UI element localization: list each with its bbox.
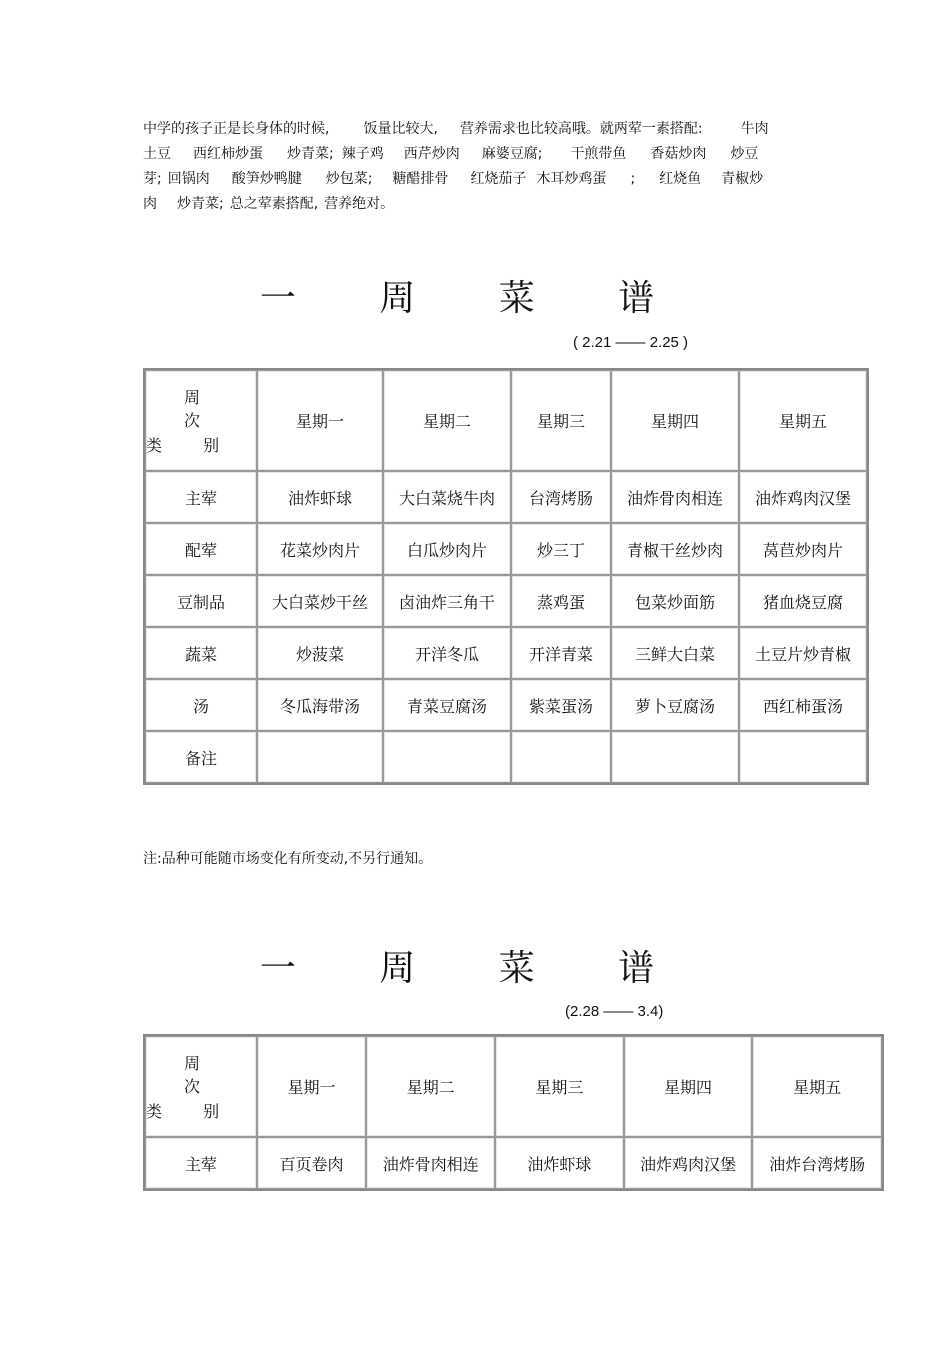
dish-cell: 油炸骨肉相连 <box>611 471 739 523</box>
dish-cell: 猪血烧豆腐 <box>739 575 867 627</box>
intro-text: 土豆 <box>143 146 171 162</box>
day-header: 星期四 <box>611 370 739 471</box>
menu1-header-row <box>145 370 867 471</box>
dish-cell: 开洋青菜 <box>511 627 611 679</box>
table-row <box>145 731 867 783</box>
intro-text: 炒豆 <box>730 146 759 162</box>
dish-cell: 油炸虾球 <box>495 1137 624 1189</box>
dish-cell: 百页卷肉 <box>257 1137 367 1189</box>
intro-text: 芽; <box>143 171 162 187</box>
intro-text: 肉 <box>143 196 157 212</box>
dish-cell: 土豆片炒青椒 <box>739 627 867 679</box>
menu1-date-range: ( 2.21 —— 2.25 ) <box>573 334 689 351</box>
menu2-table <box>143 1034 884 1191</box>
intro-line-2 <box>143 142 808 167</box>
category-cell: 汤 <box>145 679 257 731</box>
intro-text: 中学的孩子正是长身体的时候, <box>143 121 330 137</box>
dish-cell: 油炸鸡肉汉堡 <box>739 471 867 523</box>
dish-cell: 青菜豆腐汤 <box>383 679 511 731</box>
category-cell: 备注 <box>145 731 257 783</box>
intro-text: 营养需求也比较高哦。就两荤一素搭配: <box>459 121 703 137</box>
intro-text: 青椒炒 <box>721 171 764 187</box>
day-header: 星期四 <box>624 1036 753 1137</box>
table-row <box>145 679 867 731</box>
day-header: 星期一 <box>257 370 383 471</box>
table-row <box>145 575 867 627</box>
intro-text: 辣子鸡 <box>341 146 384 162</box>
day-header: 星期三 <box>511 370 611 471</box>
intro-text: 营养绝对。 <box>324 196 395 212</box>
corner-week-label: 周 次 <box>184 388 219 430</box>
intro-text: 麻婆豆腐; <box>481 146 543 162</box>
intro-text: 炒青菜; <box>287 146 334 162</box>
intro-text: ; <box>630 171 636 187</box>
menu1-corner-cell <box>145 370 257 471</box>
intro-text: 干煎带鱼 <box>570 146 627 162</box>
intro-text: 香菇炒肉 <box>650 146 707 162</box>
day-header: 星期五 <box>739 370 867 471</box>
intro-text: 糖醋排骨 <box>392 171 449 187</box>
dish-cell: 紫菜蛋汤 <box>511 679 611 731</box>
corner-category-label: 类 别 <box>146 436 238 455</box>
category-cell: 主荤 <box>145 1137 257 1189</box>
intro-text: 西芹炒肉 <box>403 146 460 162</box>
menu2-date-range: (2.28 —— 3.4) <box>565 1003 664 1020</box>
intro-line-4 <box>143 192 808 217</box>
dish-cell: 莴苣炒肉片 <box>739 523 867 575</box>
dish-cell: 炒三丁 <box>511 523 611 575</box>
intro-paragraph <box>143 117 808 217</box>
category-cell: 配荤 <box>145 523 257 575</box>
intro-text: 炒包菜; <box>325 171 373 187</box>
category-cell: 豆制品 <box>145 575 257 627</box>
corner-category-label: 类 别 <box>146 1102 238 1121</box>
dish-cell: 油炸台湾烤肠 <box>752 1137 882 1189</box>
remark-cell <box>611 731 739 783</box>
table-row <box>145 1137 882 1189</box>
day-header: 星期三 <box>495 1036 624 1137</box>
dish-cell: 三鲜大白菜 <box>611 627 739 679</box>
remark-cell <box>739 731 867 783</box>
category-cell: 蔬菜 <box>145 627 257 679</box>
menu2-corner-cell <box>145 1036 257 1137</box>
menu1-table <box>143 368 869 785</box>
menu2-header-row <box>145 1036 882 1137</box>
day-header: 星期五 <box>752 1036 882 1137</box>
dish-cell: 油炸鸡肉汉堡 <box>624 1137 753 1189</box>
corner-week-label: 周 次 <box>184 1054 219 1096</box>
table-row <box>145 523 867 575</box>
dish-cell: 油炸骨肉相连 <box>366 1137 495 1189</box>
dish-cell: 卤油炸三角干 <box>383 575 511 627</box>
intro-line-1 <box>143 117 808 142</box>
table-row <box>145 627 867 679</box>
dish-cell: 包菜炒面筋 <box>611 575 739 627</box>
remark-cell <box>257 731 383 783</box>
intro-text: 回锅肉 <box>167 171 210 187</box>
intro-text: 红烧鱼 <box>659 171 702 187</box>
intro-line-3 <box>143 167 808 192</box>
dish-cell: 青椒干丝炒肉 <box>611 523 739 575</box>
dish-cell: 西红柿蛋汤 <box>739 679 867 731</box>
menu1-title: 一 周 菜 谱 <box>259 278 691 319</box>
menu2-title: 一 周 菜 谱 <box>259 948 691 989</box>
intro-text: 总之荤素搭配, <box>229 196 319 212</box>
dish-cell: 蒸鸡蛋 <box>511 575 611 627</box>
category-cell: 主荤 <box>145 471 257 523</box>
dish-cell: 开洋冬瓜 <box>383 627 511 679</box>
dish-cell: 大白菜烧牛肉 <box>383 471 511 523</box>
dish-cell: 台湾烤肠 <box>511 471 611 523</box>
dish-cell: 大白菜炒干丝 <box>257 575 383 627</box>
dish-cell: 冬瓜海带汤 <box>257 679 383 731</box>
intro-text: 木耳炒鸡蛋 <box>536 171 607 187</box>
dish-cell: 萝卜豆腐汤 <box>611 679 739 731</box>
day-header: 星期一 <box>257 1036 367 1137</box>
intro-text: 牛肉 <box>740 121 769 137</box>
intro-text: 红烧茄子 <box>470 171 527 187</box>
intro-text: 酸笋炒鸭腱 <box>231 171 302 187</box>
day-header: 星期二 <box>383 370 511 471</box>
dish-cell: 花菜炒肉片 <box>257 523 383 575</box>
table-row <box>145 471 867 523</box>
dish-cell: 炒菠菜 <box>257 627 383 679</box>
intro-text: 饭量比较大, <box>363 121 438 137</box>
footnote: 注:品种可能随市场变化有所变动,不另行通知。 <box>143 851 433 867</box>
remark-cell <box>511 731 611 783</box>
intro-text: 炒青菜; <box>177 196 224 212</box>
dish-cell: 白瓜炒肉片 <box>383 523 511 575</box>
day-header: 星期二 <box>366 1036 495 1137</box>
intro-text: 西红柿炒蛋 <box>193 146 263 162</box>
remark-cell <box>383 731 511 783</box>
dish-cell: 油炸虾球 <box>257 471 383 523</box>
